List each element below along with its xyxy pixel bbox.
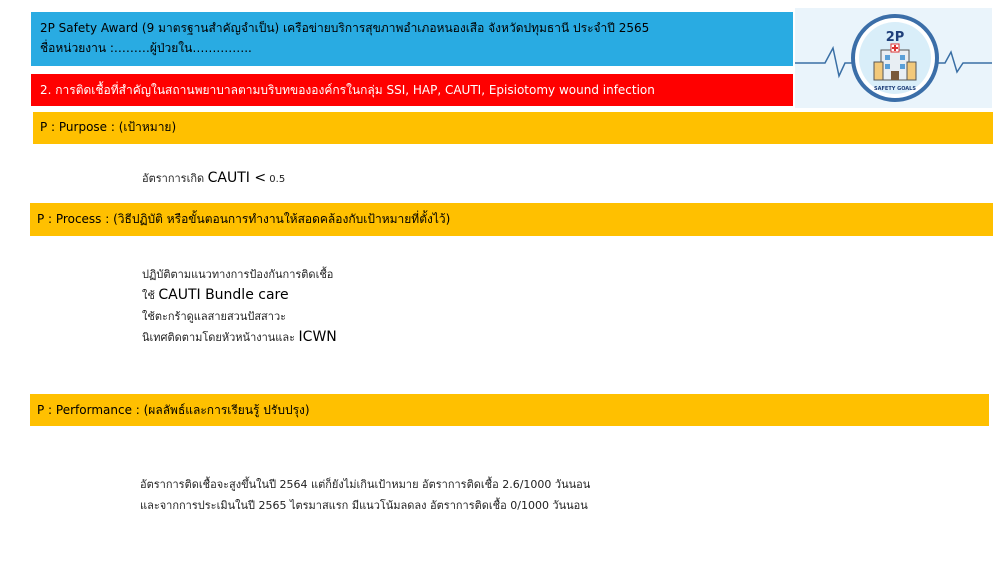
target-metric: CAUTI < xyxy=(207,170,267,186)
performance-line-2: และจากการประเมินในปี 2565 ไตรมาสแรก มีแนวโน้มลดลง อัตราการติดเชื้อ 0/1000 วันนอน xyxy=(140,499,588,512)
process-item-2-main: CAUTI Bundle care xyxy=(158,287,289,303)
header-banner xyxy=(31,12,793,66)
process-item-4 xyxy=(142,327,337,348)
topic-banner: 2. การติดเชื้อที่สำคัญในสถานพยาบาลตามบริบทขององค์กรในกลุ่ม SSI, HAP, CAUTI, Episiotomy wound infection xyxy=(31,74,793,106)
purpose-heading: P : Purpose : (เป้าหมาย) xyxy=(33,112,993,144)
process-item-2-prefix: ใช้ xyxy=(142,289,159,302)
safety-goals-logo xyxy=(795,8,992,108)
svg-text:2P: 2P xyxy=(885,30,905,45)
target-value: 0.5 xyxy=(266,174,286,185)
process-item-3: ใช้ตะกร้าดูแลสายสวนปัสสาวะ xyxy=(142,310,287,323)
process-item-4-main: ICWN xyxy=(298,329,337,345)
performance-heading: P : Performance : (ผลลัพธ์และการเรียนรู้ ปรับปรุง) xyxy=(30,394,989,426)
process-item-1: ปฏิบัติตามแนวทางการป้องกันการติดเชื้อ xyxy=(142,268,334,281)
process-heading: P : Process : (วิธีปฏิบัติ หรือขั้นตอนการทำงานให้สอดคล้องกับเป้าหมายที่ตั้งไว้) xyxy=(30,203,993,236)
performance-line-1: อัตราการติดเชื้อจะสูงขึ้นในปี 2564 แต่ก็ยังไม่เกินเป้าหมาย อัตราการติดเชื้อ 2.6/1000 วันนอน xyxy=(140,478,591,491)
performance-text xyxy=(140,474,590,516)
header-title: 2P Safety Award (9 มาตรฐานสำคัญจำเป็น) เครือข่ายบริการสุขภาพอำเภอหนองเสือ จังหวัดปทุมธานี ประจำปี 2565 xyxy=(40,21,650,35)
process-list xyxy=(142,264,337,348)
unit-name: ชื่อหน่วยงาน :………ผู้ป่วยใน…….…….. xyxy=(40,41,252,55)
svg-text:SAFETY GOALS: SAFETY GOALS xyxy=(874,86,916,92)
hospital-building-icon xyxy=(795,8,992,108)
purpose-target xyxy=(142,168,285,190)
target-prefix: อัตราการเกิด xyxy=(142,172,208,185)
process-item-4-prefix: นิเทศติดตามโดยหัวหน้างานและ xyxy=(142,331,299,344)
process-item-2 xyxy=(142,285,337,306)
